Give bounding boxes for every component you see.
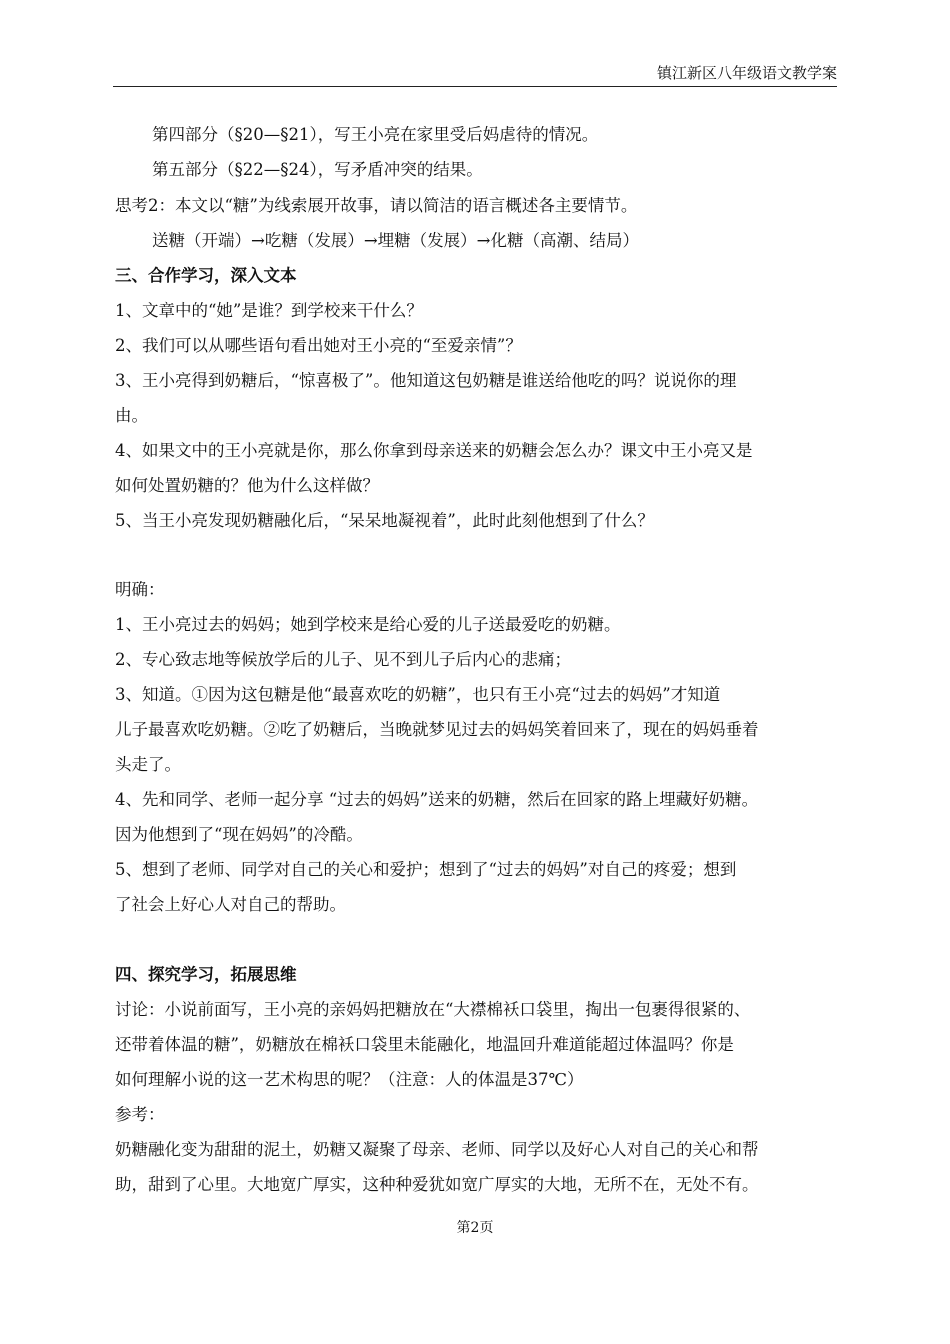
text-line: 2、专心致志地等候放学后的儿子、见不到儿子后内心的悲痛； (115, 650, 571, 669)
text-line: 3、王小亮得到奶糖后，“惊喜极了”。他知道这包奶糖是谁送给他吃的吗？说说你的理 (115, 371, 737, 390)
text-line: 2、我们可以从哪些语句看出她对王小亮的“至爱亲情”？ (115, 336, 522, 355)
text-line: 1、文章中的“她”是谁？到学校来干什么？ (115, 301, 423, 320)
text-line: 1、王小亮过去的妈妈；她到学校来是给心爱的儿子送最爱吃的奶糖。 (115, 615, 621, 634)
text-line: 头走了。 (115, 755, 181, 774)
text-line: 奶糖融化变为甜甜的泥土，奶糖又凝聚了母亲、老师、同学以及好心人对自己的关心和帮 (115, 1140, 759, 1159)
text-line: 参考： (115, 1105, 165, 1124)
header-title: 镇江新区八年级语文教学案 (656, 64, 837, 82)
text-line: 如何处置奶糖的？他为什么这样做？ (115, 476, 379, 495)
text-line: 还带着体温的糖”，奶糖放在棉袄口袋里未能融化，地温回升难道能超过体温吗？你是 (115, 1035, 734, 1054)
text-line: 明确： (115, 580, 165, 599)
section-heading: 三、合作学习，深入文本 (115, 266, 297, 285)
text-line: 3、知道。①因为这包糖是他“最喜欢吃的奶糖”，也只有王小亮“过去的妈妈”才知道 (115, 685, 721, 704)
text-line: 因为他想到了“现在妈妈”的冷酷。 (115, 825, 363, 844)
text-line: 由。 (115, 406, 148, 425)
text-line: 讨论：小说前面写，王小亮的亲妈妈把糖放在“大襟棉袄口袋里，掏出一包裹得很紧的、 (115, 1000, 751, 1019)
text-line: 4、先和同学、老师一起分享 “过去的妈妈”送来的奶糖，然后在回家的路上埋藏好奶糖。 (115, 790, 759, 809)
text-line: 5、想到了老师、同学对自己的关心和爱护；想到了“过去的妈妈”对自己的疼爱；想到 (115, 860, 737, 879)
text-line: 第四部分（§20—§21），写王小亮在家里受后妈虐待的情况。 (152, 125, 599, 144)
page-number: 第2页 (456, 1220, 494, 1236)
text-line: 4、如果文中的王小亮就是你，那么你拿到母亲送来的奶糖会怎么办？课文中王小亮又是 (115, 441, 753, 460)
text-line: 如何理解小说的这一艺术构思的呢？（注意：人的体温是37℃） (115, 1070, 584, 1089)
section-heading: 四、探究学习，拓展思维 (115, 965, 297, 984)
text-line: 思考2：本文以“糖”为线索展开故事，请以简洁的语言概述各主要情节。 (115, 196, 638, 215)
text-line: 儿子最喜欢吃奶糖。②吃了奶糖后，当晚就梦见过去的妈妈笑着回来了，现在的妈妈垂着 (115, 720, 759, 739)
page-header (113, 64, 837, 87)
text-line: 第五部分（§22—§24），写矛盾冲突的结果。 (152, 160, 483, 179)
text-line: 了社会上好心人对自己的帮助。 (115, 895, 346, 914)
text-line: 送糖（开端）→吃糖（发展）→埋糖（发展）→化糖（高潮、结局） (152, 231, 639, 250)
text-line: 5、当王小亮发现奶糖融化后，“呆呆地凝视着”，此时此刻他想到了什么？ (115, 511, 654, 530)
text-line: 助，甜到了心里。大地宽广厚实，这种种爱犹如宽广厚实的大地，无所不在，无处不有。 (115, 1175, 759, 1194)
